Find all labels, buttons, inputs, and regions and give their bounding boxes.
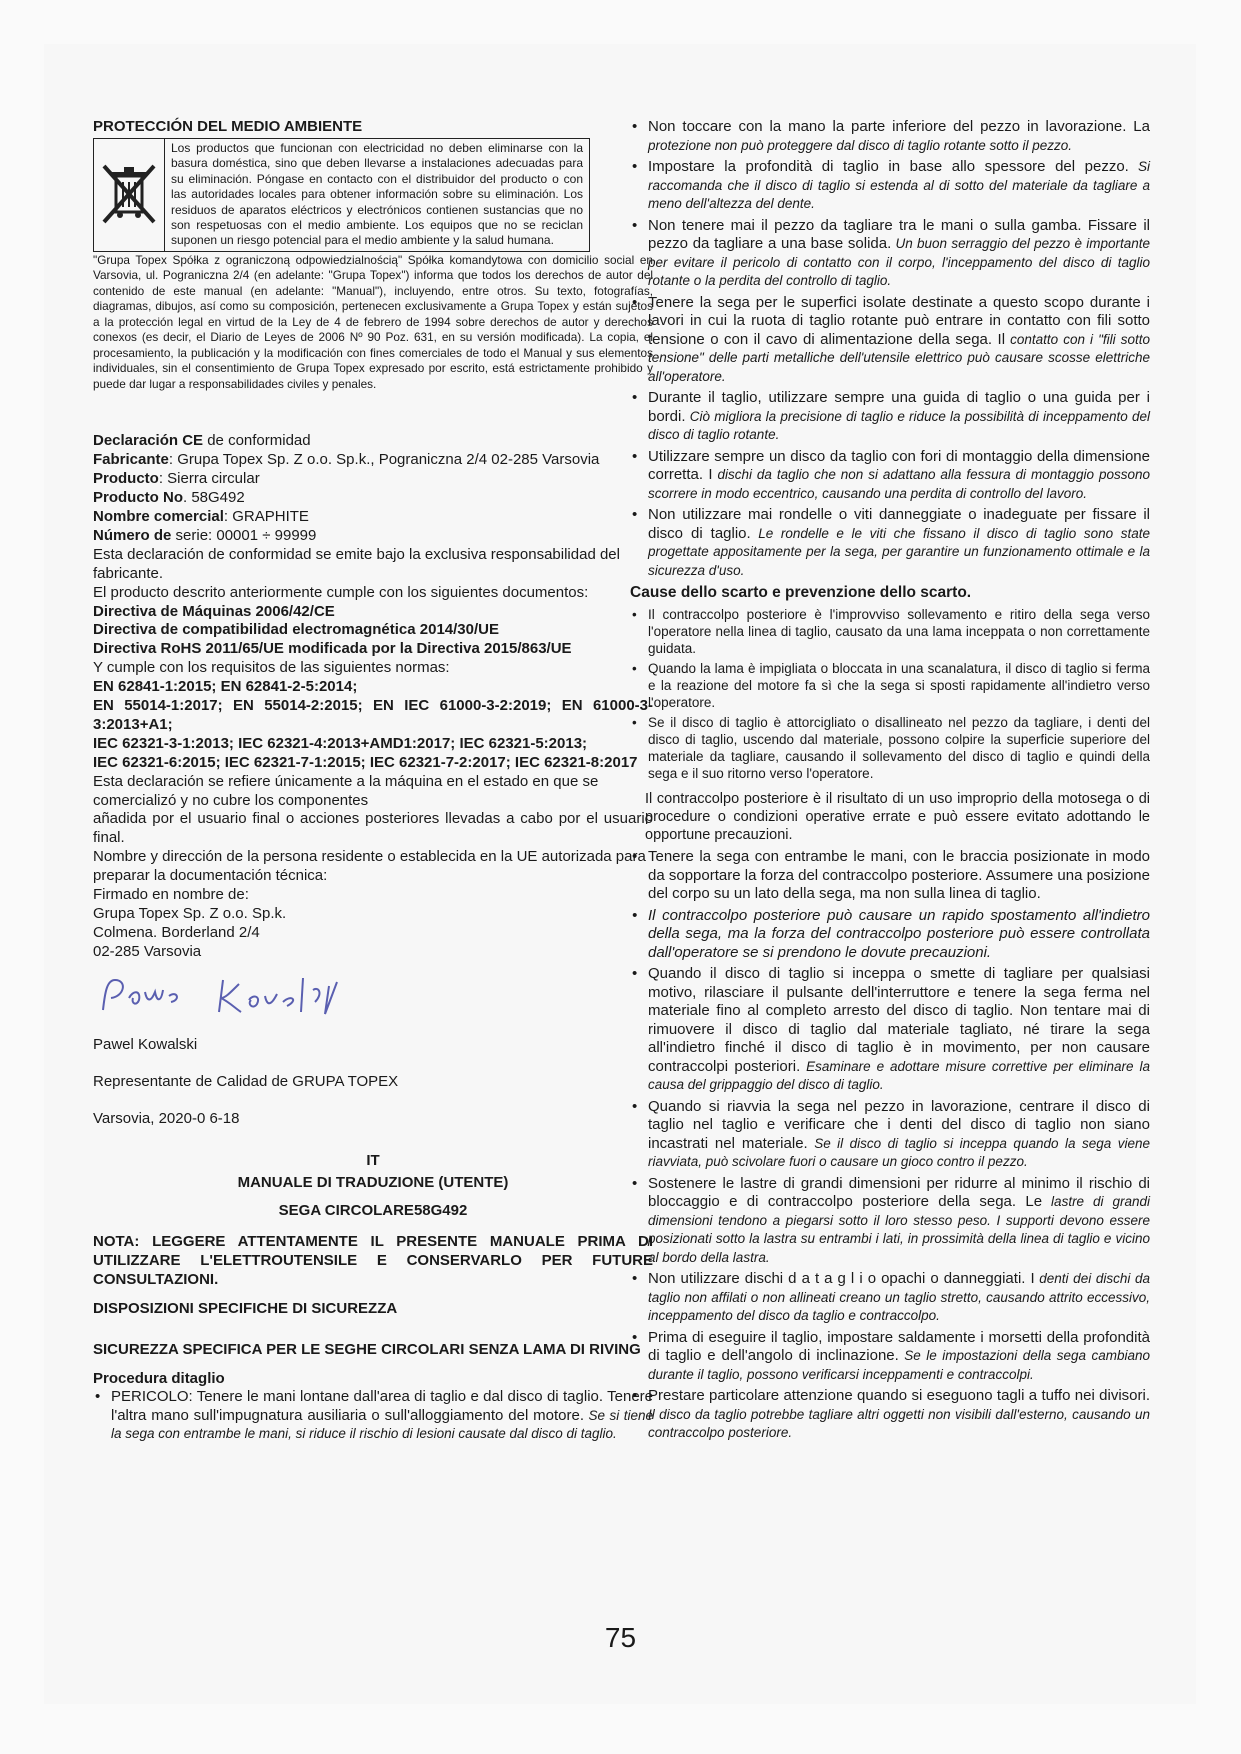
- trade-name-label: Nombre comercial: [93, 507, 224, 525]
- page-number: 75: [604, 1622, 637, 1653]
- manufacturer-value: : Grupa Topex Sp. Z o.o. Sp.k., Pograniczna 2/4 02-285 Varsovia: [168, 451, 600, 469]
- decl-line-7: Grupa Topex Sp. Z o.o. Sp.k.: [93, 905, 287, 922]
- it-lang: IT: [366, 1152, 380, 1170]
- right-column: [630, 118, 1150, 1446]
- directive-emc: Directiva de compatibilidad electromagnética 2014/30/UE: [93, 621, 499, 639]
- norm-line-4: IEC 62321-6:2015; IEC 62321-7-1:2015; IEC 62321-7-2:2017; IEC 62321-8:2017: [93, 753, 638, 771]
- serial-label: Número de: [93, 526, 172, 544]
- it-bullets: [93, 1388, 653, 1444]
- copyright-notice: "Grupa Topex Spółka z ograniczoną odpowiedzialnością" Spółka komandytowa con domicilio social en Varsovia, ul. Pograniczna 2/4 (en adelante: "Grupa Topex") informa que todos los derechos de autor del contenido de este manual (en adelante: "Manual"), incluyendo, entre otros. Su texto, fotografías, diagramas, dibujos, así como su composición, pertenecen exclusivamente a Grupa Topex y están sujetos a la protección legal en virtud de la Ley de 4 de febrero de 1994 sobre derechos de autor y derechos conexos (es decir, el Diario de Leyes de 2006 Nº 90 Poz. 631, en su versión modificada). La copia, el procesamiento, la publicación y la modificación con fines comerciales de todo el Manual y sus elementos individuales, sin el consentimiento de Grupa Topex expresado por escrito, está estrictamente prohibido y puede dar lugar a responsabilidades civiles y penales.: [93, 252, 653, 391]
- it-note: NOTA: LEGGERE ATTENTAMENTE IL PRESENTE MANUALE PRIMA DI UTILIZZARE L'ELETTROUTENSILE E CONSERVARLO PER FUTURE CONSULTAZIONI.: [93, 1233, 653, 1289]
- decl-title-bold: Declaración CE: [93, 432, 204, 450]
- list-item: • Prima di eseguire il taglio, impostare saldamente i morsetti della profondità di taglio e dell'angolo di inclinazione. Se le impostazioni della sega cambiano durante il taglio, possono verificarsi inceppamenti e contraccolpi.: [630, 1329, 1150, 1385]
- kickback-section-title: Cause dello scarto e prevenzione dello scarto.: [630, 584, 972, 601]
- product-no-label: Producto No: [93, 489, 183, 507]
- kickback-causes: [630, 606, 1150, 782]
- list-item: • Non tenere mai il pezzo da tagliare tra le mani o sulla gamba. Fissare il pezzo da tagliare a una base solida. Un buon serraggio del pezzo è importante per evitare il pericolo di contatto con il corpo, l'inceppamento del disco di taglio rotante o la perdita del controllo di taglio.: [630, 217, 1150, 291]
- serial-value: serie: 00001 ÷ 99999: [171, 526, 317, 544]
- list-item: • Quando si riavvia la sega nel pezzo in lavorazione, centrare il disco di taglio nel taglio e verificare che i denti del disco di taglio non siano incastrati nel materiale. Se il disco di taglio si inceppa quando la sega viene riavviata, può scivolare fuori o causare un gioco contro il pezzo.: [630, 1098, 1150, 1172]
- list-item: • Durante il taglio, utilizzare sempre una guida di taglio o una guida per i bordi. Ciò migliora la precisione di taglio e riduce la possibilità di inceppamento del disco di taglio rotante.: [630, 389, 1150, 445]
- directive-machinery: Directiva de Máquinas 2006/42/CE: [93, 602, 335, 620]
- product-label: Producto: [93, 470, 159, 488]
- list-item: • Tenere la sega con entrambe le mani, con le braccia posizionate in modo da sopportare la forza del contraccolpo posteriore. Assumere una posizione del corpo su un lato della sega, ma non sulla linea di taglio.: [630, 848, 1150, 904]
- list-item: • Prestare particolare attenzione quando si eseguono tagli a tuffo nei divisori. Il disco da taglio potrebbe tagliare altri oggetti non visibili dall'esterno, causando un contraccolpo posteriore.: [630, 1387, 1150, 1443]
- product-no-value: . 58G492: [183, 489, 245, 507]
- it-section-1: DISPOSIZIONI SPECIFICHE DI SICUREZZA: [93, 1300, 398, 1318]
- list-item: • Il contraccolpo posteriore è l'improvviso sollevamento e ritiro della sega verso l'operatore nella linea di taglio, causato da una lama inceppata o non correttamente guidata.: [630, 606, 1150, 657]
- list-item: • Sostenere le lastre di grandi dimensioni per ridurre al minimo il rischio di bloccaggio e di contraccolpo posteriore della sega. Le lastre di grandi dimensioni tendono a piegarsi sotto il loro stesso peso. I supporti devono essere posizionati sotto la lastra su entrambi i lati, in prossimità della linea di taglio e vicino al bordo della lastra.: [630, 1175, 1150, 1268]
- decl-line-1: Esta declaración de conformidad se emite bajo la exclusiva responsabilidad del fabricante.: [93, 545, 620, 582]
- list-item: • Utilizzare sempre un disco da taglio con fori di montaggio della dimensione corretta. I dischi da taglio che non si adattano alla fessura di montaggio possono scorrere in modo eccentrico, causando una perdita di controllo del lavoro.: [630, 448, 1150, 504]
- it-section-3: Procedura ditaglio: [93, 1370, 225, 1388]
- env-title: PROTECCIÓN DEL MEDIO AMBIENTE: [93, 118, 363, 135]
- place-date: Varsovia, 2020-0 6-18: [93, 1109, 240, 1127]
- kickback-paragraph: Il contraccolpo posteriore è il risultato di un uso improprio della motosega o di procedure o condizioni operative errate e può essere evitato adottando le opportune precauzioni.: [645, 791, 1150, 843]
- handwritten-signature: [93, 972, 653, 1022]
- trade-name-value: : GRAPHITE: [223, 507, 309, 525]
- decl-line-9: 02-285 Varsovia: [93, 942, 202, 960]
- safety-bullets: [630, 118, 1150, 580]
- it-title-2: SEGA CIRCOLARE58G492: [278, 1202, 468, 1220]
- norms-intro: Y cumple con los requisitos de las siguientes normas:: [93, 659, 450, 677]
- list-item: • Quando la lama è impigliata o bloccata in una scanalatura, il disco di taglio si ferma e la reazione del motore fa sì che la sega si sposti rapidamente all'indietro verso l'operatore.: [630, 660, 1150, 711]
- decl-line-4: añadida por el usuario final o acciones posteriores llevadas a cabo por el usuario final.: [93, 810, 653, 847]
- list-item: • Non utilizzare dischi d a t a g l i o opachi o danneggiati. I denti dei dischi da taglio non affilati o non allineati creano un taglio stretto, causando attrito eccessivo, inceppamento del disco da taglio e contraccolpo.: [630, 1270, 1150, 1326]
- list-item: • PERICOLO: Tenere le mani lontane dall'area di taglio e dal disco di taglio. Tenere l'altra mano sull'impugnatura ausiliaria o sull'alloggiamento del motore. Se si tiene la sega con entrambe le mani, si riduce il rischio di lesioni causate dal disco di taglio.: [93, 1388, 653, 1444]
- decl-line-3: Esta declaración se refiere únicamente a la máquina en el estado en que se comercializó y no cubre los componentes: [93, 772, 599, 809]
- crossed-bin-icon: [94, 139, 165, 251]
- decl-title-rest: de conformidad: [203, 432, 311, 450]
- list-item: • Il contraccolpo posteriore può causare un rapido spostamento all'indietro della sega, ma la forza del contraccolpo posteriore può essere controllata dall'operatore se si prendono le dovute precauzioni.: [630, 907, 1150, 963]
- env-box-text: Los productos que funcionan con electricidad no deben eliminarse con la basura doméstica, sino que deben llevarse a instalaciones adecuadas para su eliminación. Póngase en contacto con el distribuidor del producto o con las autoridades locales para obtener información sobre su eliminación. Los residuos de aparatos eléctricos y electrónicos contienen sustancias que no son respetuosas con el medio ambiente. Los equipos que no se reciclan suponen un riesgo potencial para el medio ambiente y la salud humana.: [171, 141, 583, 248]
- directive-rohs: Directiva RoHS 2011/65/UE modificada por la Directiva 2015/863/UE: [93, 640, 572, 658]
- decl-line-8: Colmena. Borderland 2/4: [93, 923, 260, 941]
- manufacturer-label: Fabricante: [93, 451, 169, 469]
- decl-line-5: Nombre y dirección de la persona residente o establecida en la UE autorizada para preparar la documentación técnica:: [93, 848, 646, 885]
- kickback-prevention: [630, 848, 1150, 1443]
- ce-declaration: [93, 432, 653, 1128]
- norm-line-1: EN 62841-1:2015; EN 62841-2-5:2014;: [93, 678, 358, 696]
- decl-line-6: Firmado en nombre de:: [93, 886, 249, 904]
- signer-name: Pawel Kowalski: [93, 1035, 198, 1053]
- product-value: : Sierra circular: [158, 470, 260, 488]
- left-column: [93, 118, 653, 1447]
- it-section-2: SICUREZZA SPECIFICA PER LE SEGHE CIRCOLARI SENZA LAMA DI RIVING: [93, 1341, 641, 1359]
- list-item: • Quando il disco di taglio si inceppa o smette di tagliare per qualsiasi motivo, rilasciare il pulsante dell'interruttore e tenere la sega ferma nel materiale fino al completo arresto del disco di taglio. Non tentare mai di rimuovere il disco di taglio dal materiale tagliato, né tirare la sega all'indietro finché il disco di taglio è in movimento, per non causare contraccolpi posteriori. Esaminare e adottare misure correttive per eliminare la causa del grippaggio del disco di taglio.: [630, 965, 1150, 1095]
- norm-line-3: IEC 62321-3-1:2013; IEC 62321-4:2013+AMD1:2017; IEC 62321-5:2013;: [93, 734, 588, 752]
- list-item: • Non toccare con la mano la parte inferiore del pezzo in lavorazione. La protezione non può proteggere dal disco di taglio rotante sotto il pezzo.: [630, 118, 1150, 155]
- env-box: [93, 138, 590, 252]
- signer-role: Representante de Calidad de GRUPA TOPEX: [93, 1072, 399, 1090]
- list-item: • Impostare la profondità di taglio in base allo spessore del pezzo. Si raccomanda che il disco di taglio si estenda al di sotto del materiale da tagliare a meno dell'altezza del dente.: [630, 158, 1150, 214]
- norm-line-2: EN 55014-1:2017; EN 55014-2:2015; EN IEC 61000-3-2:2019; EN 61000-3-3:2013+A1;: [93, 697, 653, 733]
- list-item: • Se il disco di taglio è attorcigliato o disallineato nel pezzo da tagliare, i denti del disco di taglio, uscendo dal materiale, possono colpire la superficie superiore del materiale da tagliare, causando il sollevamento del disco di taglio e quindi della sega e il suo ritorno verso l'operatore.: [630, 714, 1150, 782]
- it-header: [93, 1150, 653, 1222]
- list-item: • Non utilizzare mai rondelle o viti danneggiate o inadeguate per fissare il disco di taglio. Le rondelle e le viti che fissano il disco di taglio sono state progettate appositamente per la sega, per garantire un funzionamento ottimale e la sicurezza d'uso.: [630, 506, 1150, 580]
- it-title-1: MANUALE DI TRADUZIONE (UTENTE): [237, 1174, 509, 1192]
- list-item: • Tenere la sega per le superfici isolate destinate a questo scopo durante i lavori in cui la ruota di taglio rotante può entrare in contatto con fili sotto tensione o con il cavo di alimentazione della sega. Il contatto con i "fili sotto tensione" delle parti metalliche dell'utensile elettrico può causare scosse elettriche all'operatore.: [630, 294, 1150, 387]
- decl-line-2: El producto descrito anteriormente cumple con los siguientes documentos:: [93, 583, 589, 601]
